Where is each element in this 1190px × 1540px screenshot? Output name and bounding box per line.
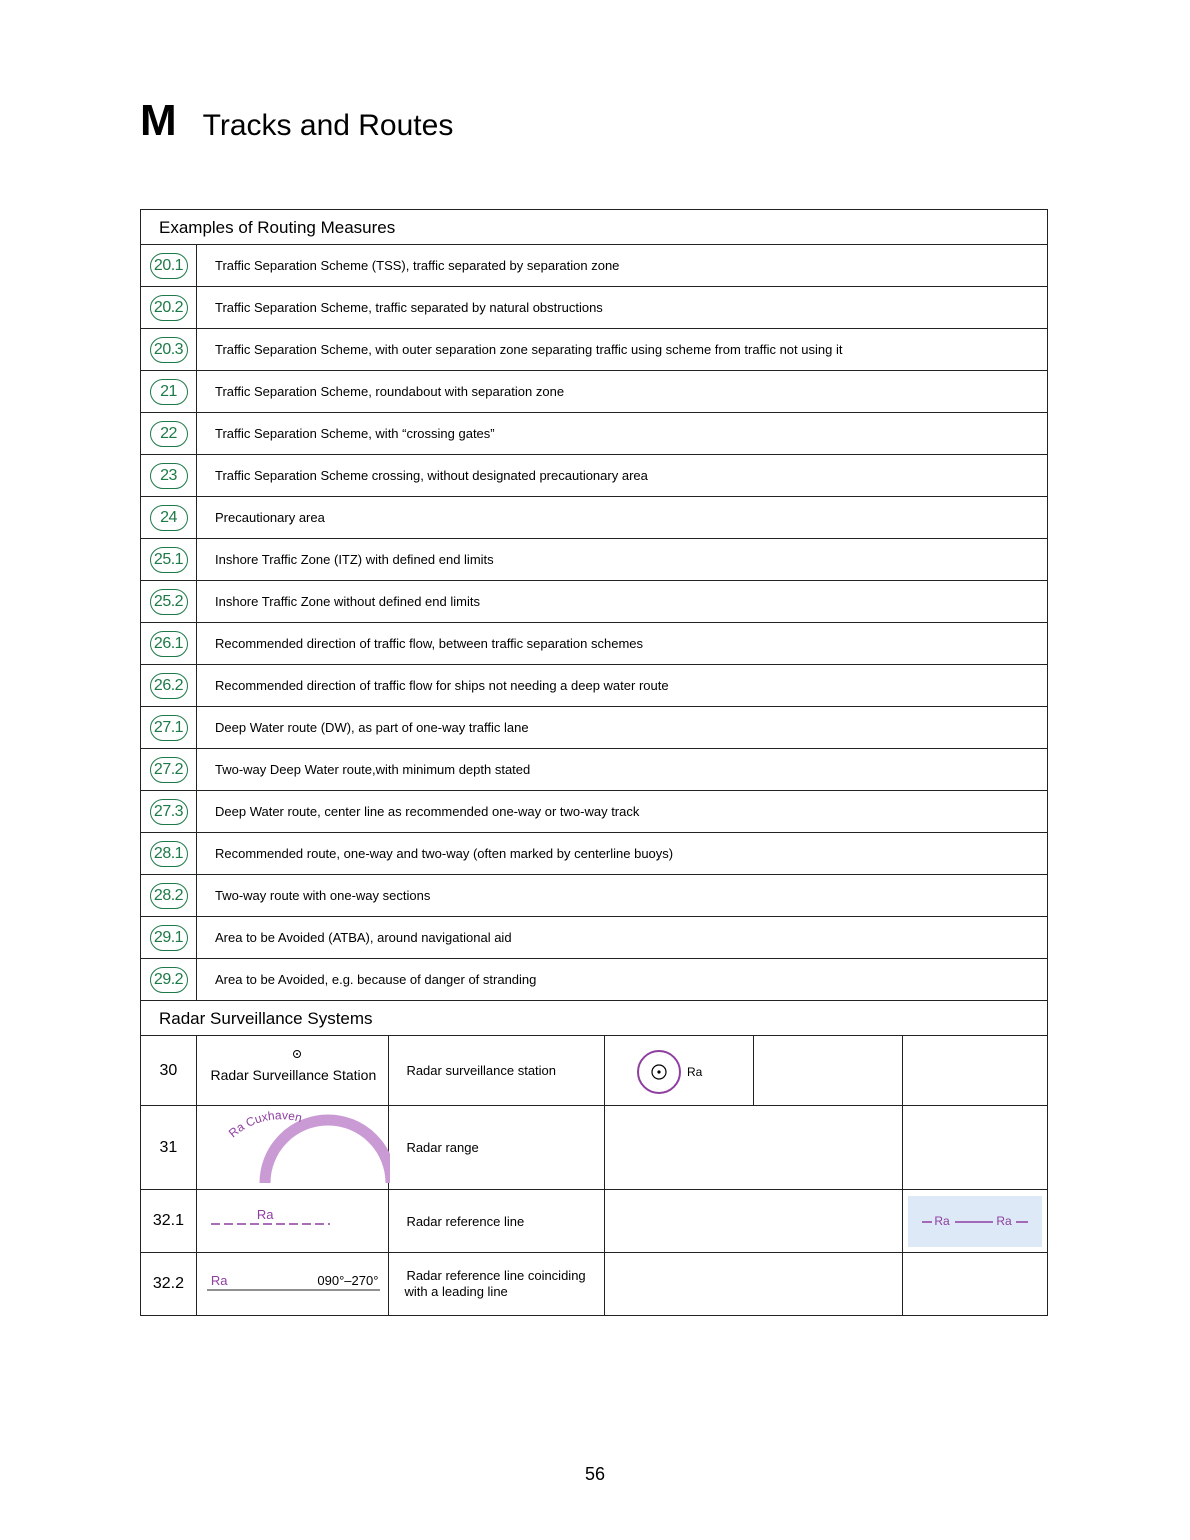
radar-station-icon — [605, 1036, 754, 1106]
row-number: 32.2 — [141, 1253, 197, 1315]
routing-row — [141, 455, 1047, 497]
symbol-number-badge: 21 — [150, 379, 188, 405]
section-title: Tracks and Routes — [202, 109, 454, 142]
symbol-number-badge: 26.2 — [150, 673, 188, 699]
row-number-cell — [141, 749, 197, 790]
row-description: Traffic Separation Scheme, traffic separated by natural obstructions — [215, 300, 603, 315]
row-description: Area to be Avoided (ATBA), around navigational aid — [215, 930, 512, 945]
radar-heading: Radar Surveillance Systems — [141, 1001, 1047, 1036]
row-description: Recommended direction of traffic flow, between traffic separation schemes — [215, 636, 644, 651]
chart-symbol-cell — [605, 1036, 754, 1105]
radar-reference-line-icon — [197, 1190, 390, 1253]
section-letter: M — [140, 96, 177, 145]
row-description: Precautionary area — [215, 510, 325, 525]
bearing-label: 090°–270° — [317, 1273, 379, 1288]
row-number-cell — [141, 497, 197, 538]
row-description: Traffic Separation Scheme crossing, without designated precautionary area — [215, 468, 648, 483]
symbol-number-badge: 27.1 — [150, 715, 188, 741]
alt-label-1: Ra — [934, 1214, 950, 1228]
routing-row — [141, 539, 1047, 581]
radar-range-arc-icon — [197, 1106, 390, 1190]
symbol-number-badge: 28.2 — [150, 883, 188, 909]
row-description: Deep Water route, center line as recommended one-way or two-way track — [215, 804, 640, 819]
alt-symbol-highlight — [908, 1196, 1042, 1247]
description: Radar range — [389, 1106, 605, 1189]
row-description: Area to be Avoided, e.g. because of danger of stranding — [215, 972, 537, 987]
symbol-number-badge: 26.1 — [150, 631, 188, 657]
symbol-number-badge: 23 — [150, 463, 188, 489]
symbol-number-badge: 28.1 — [150, 841, 188, 867]
row-number-cell — [141, 371, 197, 412]
routing-row — [141, 371, 1047, 413]
page-number: 56 — [584, 1464, 606, 1484]
row-number-cell — [141, 875, 197, 916]
row-description: Two-way route with one-way sections — [215, 888, 431, 903]
row-number-cell — [141, 707, 197, 748]
routing-row — [141, 623, 1047, 665]
row-number-cell — [141, 665, 197, 706]
symbol-label: Ra — [210, 1273, 228, 1288]
symbol-cell — [197, 1190, 390, 1252]
routing-row — [141, 749, 1047, 791]
row-number-cell — [141, 833, 197, 874]
radar-row-30 — [141, 1036, 1047, 1106]
description — [389, 1253, 605, 1315]
routing-row — [141, 329, 1047, 371]
row-description: Recommended route, one-way and two-way (often marked by centerline buoys) — [215, 846, 674, 861]
routing-row — [141, 581, 1047, 623]
row-description: Deep Water route (DW), as part of one-way traffic lane — [215, 720, 529, 735]
symbol-number-badge: 25.2 — [150, 589, 188, 615]
alt-symbol-cell — [903, 1190, 1047, 1252]
routing-rows — [141, 245, 1047, 1001]
row-number-cell — [141, 581, 197, 622]
routing-row — [141, 413, 1047, 455]
arc-label: Ra Cuxhaven — [225, 1108, 304, 1141]
alt-label-2: Ra — [996, 1214, 1012, 1228]
routing-row — [141, 707, 1047, 749]
row-number-cell — [141, 245, 197, 286]
description: Radar surveillance station — [389, 1036, 605, 1105]
routing-row — [141, 833, 1047, 875]
row-description: Two-way Deep Water route,with minimum depth stated — [215, 762, 531, 777]
row-number: 30 — [141, 1036, 197, 1105]
section-heading — [140, 96, 453, 146]
chart-label: Ra — [686, 1065, 703, 1079]
radar-row-31 — [141, 1106, 1047, 1190]
row-number-cell — [141, 413, 197, 454]
symbol-number-badge: 22 — [150, 421, 188, 447]
routing-row — [141, 245, 1047, 287]
row-number-cell — [141, 539, 197, 580]
symbol-cell — [197, 1253, 390, 1315]
routing-row — [141, 665, 1047, 707]
routing-row — [141, 875, 1047, 917]
symbol-number-badge: 27.2 — [150, 757, 188, 783]
symbol-number-badge: 29.2 — [150, 967, 188, 993]
routing-row — [141, 791, 1047, 833]
routing-heading: Examples of Routing Measures — [141, 210, 1047, 245]
symbol-number-badge: 20.3 — [150, 337, 188, 363]
symbols-table — [140, 209, 1048, 1316]
symbol-number-badge: 20.1 — [150, 253, 188, 279]
row-number-cell — [141, 329, 197, 370]
row-description: Traffic Separation Scheme (TSS), traffic separated by separation zone — [215, 258, 620, 273]
routing-row — [141, 917, 1047, 959]
row-description: Traffic Separation Scheme, with “crossing gates” — [215, 426, 495, 441]
row-description: Inshore Traffic Zone without defined end limits — [215, 594, 480, 609]
description-line-2: with a leading line — [404, 1284, 508, 1299]
symbol-cell — [197, 1036, 390, 1105]
symbol-label: Ra — [256, 1207, 274, 1222]
row-description: Traffic Separation Scheme, with outer separation zone separating traffic using scheme from traffic not using it — [215, 342, 843, 357]
row-number: 32.1 — [141, 1190, 197, 1252]
description-line-1: Radar reference line coinciding — [406, 1268, 586, 1283]
symbol-cell — [197, 1106, 390, 1189]
radar-row-32-2 — [141, 1253, 1047, 1315]
row-number-cell — [141, 959, 197, 1000]
symbol-label: Radar Surveillance Station — [210, 1067, 377, 1083]
row-number-cell — [141, 917, 197, 958]
symbol-number-badge: 29.1 — [150, 925, 188, 951]
row-number-cell — [141, 287, 197, 328]
row-description: Traffic Separation Scheme, roundabout with separation zone — [215, 384, 565, 399]
routing-row — [141, 497, 1047, 539]
symbol-number-badge: 20.2 — [150, 295, 188, 321]
row-description: Inshore Traffic Zone (ITZ) with defined end limits — [215, 552, 494, 567]
symbol-number-badge: 25.1 — [150, 547, 188, 573]
row-number-cell — [141, 791, 197, 832]
alt-reference-line-icon — [908, 1196, 1042, 1247]
row-number-cell — [141, 623, 197, 664]
radar-row-32-1 — [141, 1190, 1047, 1253]
symbol-number-badge: 24 — [150, 505, 188, 531]
symbol-number-badge: 27.3 — [150, 799, 188, 825]
routing-row — [141, 959, 1047, 1001]
row-number: 31 — [141, 1106, 197, 1189]
row-description: Recommended direction of traffic flow for ships not needing a deep water route — [215, 678, 669, 693]
routing-row — [141, 287, 1047, 329]
description: Radar reference line — [389, 1190, 605, 1252]
row-number-cell — [141, 455, 197, 496]
